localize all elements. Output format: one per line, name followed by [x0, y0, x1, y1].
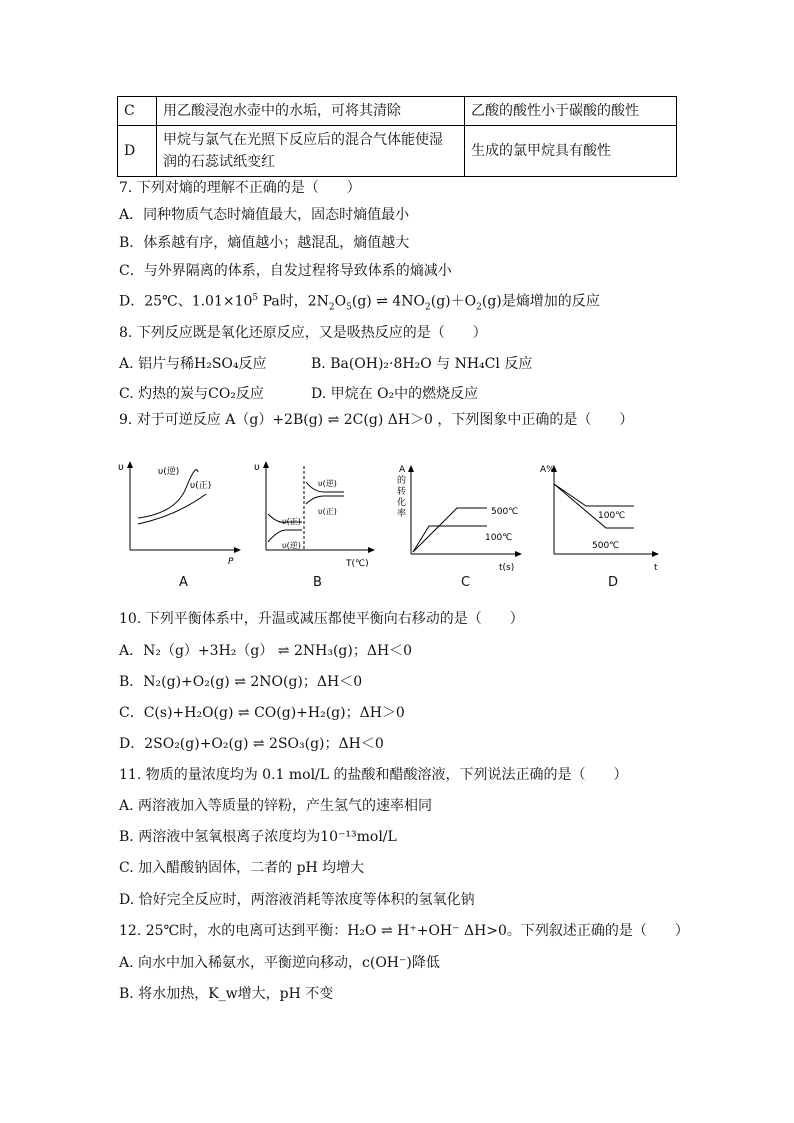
graph-b-curve-label: υ(正): [318, 507, 337, 516]
row-action-line: 润的石蕊试纸变红: [163, 154, 275, 170]
graph-b: [252, 458, 382, 577]
q7-option-d: D．25℃、$1.01\times 10^5$ Pa时，$2N_2O_5(g)$ ⇌ $4NO_2(g)+O_2(g)$是熵增加的反应: [119, 293, 600, 313]
graph-b-curve-label: υ(逆): [282, 541, 301, 550]
q7-option-b: B．体系越有序，熵值越小；越混乱，熵值越大: [119, 235, 410, 251]
q7-stem: 7. 下列对熵的理解不正确的是（ ）: [119, 180, 361, 196]
q7-d-exp: 5: [252, 293, 259, 303]
row-key: D: [118, 126, 157, 177]
row-action: [157, 126, 465, 177]
graph-a-caption: A: [179, 575, 188, 590]
graph-b-caption: B: [313, 575, 322, 590]
q10-stem: 10. 下列平衡体系中，升温或减压都使平衡向右移动的是（ ）: [119, 611, 524, 627]
row-action: 用乙酸浸泡水壶中的水垢，可将其清除: [157, 97, 465, 126]
graph-d-caption: D: [608, 575, 619, 590]
q8-option-a: A. 铝片与稀H₂SO₄反应: [119, 356, 267, 372]
graph-a: [116, 458, 246, 572]
q7-d-text: D．25℃、1.01×10: [119, 293, 253, 310]
q10-option-b: B．N₂(g)+O₂(g) ⇌ 2NO(g)；ΔH＜0: [119, 674, 363, 690]
q9-stem: 9. 对于可逆反应 A（g）+2B(g) ⇌ 2C(g) ΔH＞0 ，下列图象中正确的是（ ）: [119, 412, 634, 428]
graph-a-curve-label: υ(正): [190, 481, 212, 491]
graph-b-xlabel: T(℃): [346, 559, 369, 569]
graph-b-curve-label: υ(正): [282, 517, 301, 526]
graph-d-xlabel: t: [654, 563, 658, 573]
q12-option-b: B. 将水加热，K_w增大，pH 不变: [119, 986, 334, 1002]
q7-d-text: 是熵增加的反应: [501, 293, 600, 310]
graph-d-ylabel: A%: [540, 465, 555, 475]
q12-stem: 12. 25℃时，水的电离可达到平衡：H₂O ⇌ H⁺+OH⁻ ΔH>0。下列叙述正确的是（ ）: [119, 923, 689, 939]
q11-option-b: B. 两溶液中氢氧根离子浓度均为10⁻¹³mol/L: [119, 829, 397, 845]
table-row: [118, 97, 677, 126]
q11-stem: 11. 物质的量浓度均为 0.1 mol/L 的盐酸和醋酸溶液，下列说法正确的是（ ）: [119, 767, 628, 783]
table-row: [118, 126, 677, 177]
q7-option-a: A．同种物质气态时熵值最大，固态时熵值最小: [119, 207, 410, 223]
q10-option-c: C．C(s)+H₂O(g) ⇌ CO(g)+H₂(g)；ΔH＞0: [119, 705, 405, 721]
q7-d-text: Pa时，2N: [258, 293, 329, 310]
row-key: C: [118, 97, 157, 126]
graph-a-curve-label: υ(逆): [158, 467, 180, 477]
q10-option-a: A．N₂（g）+3H₂（g） ⇌ 2NH₃(g)；ΔH＜0: [119, 643, 413, 659]
q8-option-d: D. 甲烷在 O₂中的燃烧反应: [311, 386, 479, 402]
q12-option-a: A. 向水中加入稀氨水，平衡逆向移动，c(OH⁻)降低: [119, 955, 440, 971]
graph-c-caption: C: [461, 575, 471, 590]
graph-c-line-label: 500℃: [491, 507, 519, 517]
graph-d: [540, 458, 670, 577]
graph-b-ylabel: υ: [254, 462, 260, 473]
graph-a-ylabel: υ: [118, 462, 124, 473]
row-conclusion: 乙酸的酸性小于碳酸的酸性: [465, 97, 677, 126]
options-table: [117, 96, 677, 177]
graph-c-xlabel: t(s): [499, 563, 515, 573]
q11-option-d: D. 恰好完全反应时，两溶液消耗等浓度等体积的氢氧化钠: [119, 892, 475, 908]
graph-a-xlabel: P: [228, 557, 234, 567]
q8-stem: 8. 下列反应既是氧化还原反应，又是吸热反应的是（ ）: [119, 325, 487, 341]
graph-d-line-label: 100℃: [598, 511, 626, 521]
q11-option-c: C. 加入醋酸钠固体，二者的 pH 均增大: [119, 860, 365, 876]
q8-option-c: C. 灼热的炭与CO₂反应: [119, 386, 264, 402]
q10-option-d: D．2SO₂(g)+O₂(g) ⇌ 2SO₃(g)；ΔH＜0: [119, 736, 384, 752]
q7-option-c: C．与外界隔离的体系，自发过程将导致体系的熵减小: [119, 263, 452, 279]
graph-b-curve-label: υ(逆): [318, 479, 337, 488]
q11-option-a: A. 两溶液加入等质量的锌粉，产生氢气的速率相同: [119, 798, 433, 814]
graph-c: [395, 458, 535, 577]
graph-d-line-label: 500℃: [592, 541, 620, 551]
row-action-line: 甲烷与氯气在光照下反应后的混合气体能使湿: [163, 132, 443, 148]
q8-option-b: B. Ba(OH)₂·8H₂O 与 NH₄Cl 反应: [311, 356, 533, 372]
graph-c-line-label: 100℃: [485, 533, 513, 543]
graph-c-ylabel: A 的转化率: [397, 465, 407, 519]
row-conclusion: 生成的氯甲烷具有酸性: [465, 126, 677, 177]
